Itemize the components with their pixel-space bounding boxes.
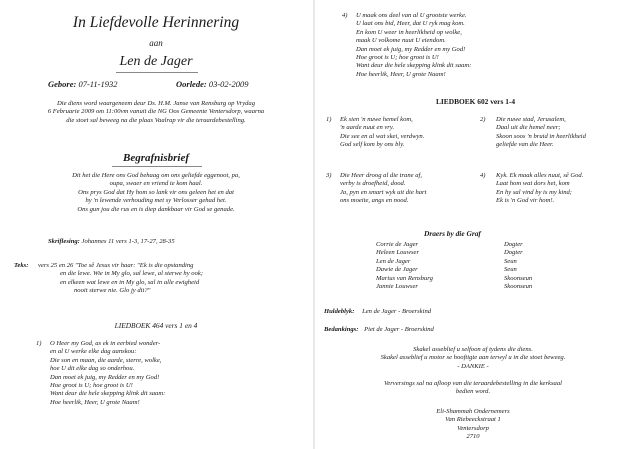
table-row: Jannie Louwser Skoonseun — [376, 283, 533, 291]
begrafnisbrief-text: Dit het die Here ons God behaag om ons geliefde eggenoot, pa, oupa, swaer en vriend te kom haal. Ons prys God dat Hy hom so lank vir ons geleen het en dat hy 'n lewende verhouding met sy Verlosser gehad het. Ons gun jou die rus en is diep dankbaar vir God se genade. — [72, 172, 240, 213]
liedboek-602-verse1-number: 1) — [326, 116, 332, 123]
left-page — [0, 0, 312, 449]
teks-text: vers 25 en 26 "Toe sê Jesus vir haar: "Ek is die opstanding en die lewe. Wie in My glo, sal lewe, al sterwe hy ook; en elkeen wat lewe en in My glo, sal in alle ewigheid nooit sterwe nie. Glo jy dit?" — [38, 262, 204, 295]
name-divider — [116, 72, 198, 73]
begrafnisbrief-divider — [112, 166, 202, 167]
teks-label: Teks: — [14, 262, 29, 269]
table-row: Corrie de Jager Dogter — [376, 241, 523, 248]
undertaker: Eli-Shammah Ondernemers Van Riebeeckstraat 1 Ventersdorp 2710 — [436, 408, 510, 441]
page-fold — [313, 0, 315, 449]
liedboek-602-verse4: Kyk. Ek maak alles nuut, sê God. Laat hom wat dors het, kom En hy sal vind by is my kind; Ek is 'n God vir hom!. — [496, 172, 584, 205]
aan-label: aan — [149, 38, 163, 48]
bedankings: Bedankings: Piet de Jager - Broerskind — [324, 326, 434, 333]
skriflesing: Skriflesing: Johannes 11 vers 1-3, 17-27, 28-35 — [48, 238, 175, 245]
huldeblyk: Huldeblyk: Len de Jager - Broerskind — [324, 308, 432, 315]
memorial-title: In Liefdevolle Herinnering — [72, 14, 240, 31]
liedboek-602-verse3-number: 3) — [326, 172, 332, 179]
death-date: Oorlede: 03-02-2009 — [176, 79, 249, 89]
birth-date: Gebore: 07-11-1932 — [48, 79, 118, 89]
liedboek-464-verse4-number: 4) — [342, 12, 348, 19]
liedboek-602-verse2: Die nuwe stad, Jerusalem, Daal uit die hemel neer; Skoon soos 'n bruid in heerlikheid geliefde van die Heer. — [496, 116, 586, 149]
liedboek-464-verse-number: 1) — [36, 340, 42, 347]
liedboek-602-verse2-number: 2) — [480, 116, 486, 123]
refreshments: Verversings sal na afloop van die teraardebestelling in die kerksaal bedien word. — [384, 380, 562, 396]
table-row: Dawie de Jager Seun — [376, 266, 517, 274]
liedboek-602-verse4-number: 4) — [480, 172, 486, 179]
liedboek-464-title: LIEDBOEK 464 vers 1 en 4 — [114, 321, 198, 330]
bearers-table — [376, 241, 532, 291]
deceased-name: Len de Jager — [119, 54, 193, 69]
notice: Skakel asseblief u selfoon af tydens die diens. Skakel asseblief u motor se hooftigte aan terwyl u in die stoet beweeg. - DANKIE - — [380, 346, 566, 370]
liedboek-602-title: LIEDBOEK 602 vers 1-4 — [436, 97, 516, 106]
draers-title: Draers by die Graf — [424, 229, 481, 238]
liedboek-464-verse4: U maak ons deel van al U grootste werke. U laat ons bid, Heer, dat U ryk mag kom. En kom U weer in heerlikheid op wolke, maak U volkome nuut U eiendom. Dan moet ek juig, my Redder en my God! Hoe groot is U; hoe groot is U! Want deur die hele skepping klink dit saam: Hoe heerlik, Heer, U grote Naam! — [356, 12, 472, 78]
table-row: Len de Jager Seun — [376, 257, 517, 265]
liedboek-464-verse: O Heer my God, as ek in eerbied wonder- en al U werke elke dag aanskou: Die son en maan, die aarde, sterre, wolke, hoe U dit elke dag so onderhou. Dan moet ek juig, my Redder en my God! Hoe groot is U; hoe groot is U! Want deur die hele skepping klink dit saam: Hoe heerlik, Heer, U grote Naam! — [50, 340, 166, 406]
table-row: Heleen Louwser Dogter — [376, 249, 523, 257]
right-page — [316, 0, 630, 449]
liedboek-602-verse3: Die Heer droog al die trane af, verby is droefheid, dood. Ja, pyn en smart wyk uit die hart ons moeite, angs en nood. — [340, 172, 427, 205]
service-details: Die diens word waargeneem deur Ds. H.M. Janse van Rensburg op Vrydag 6 Februarie 2009 om 11:00vm vanuit die NG Oos Gemeente Ventersdorp, waarna die stoet sal beweeg na die plaas Vaalrap vir die teraardebestelling. — [47, 100, 265, 124]
liedboek-602-verse1: Ek sien 'n nuwe hemel kom, 'n aarde nuut en vry. Die see en al wat skei, verdwyn. God self kom by ons bly. — [340, 116, 425, 149]
begrafnisbrief-title: Begrafnisbrief — [123, 152, 189, 164]
table-row: Marius van Rensburg Skoonseun — [376, 274, 533, 282]
